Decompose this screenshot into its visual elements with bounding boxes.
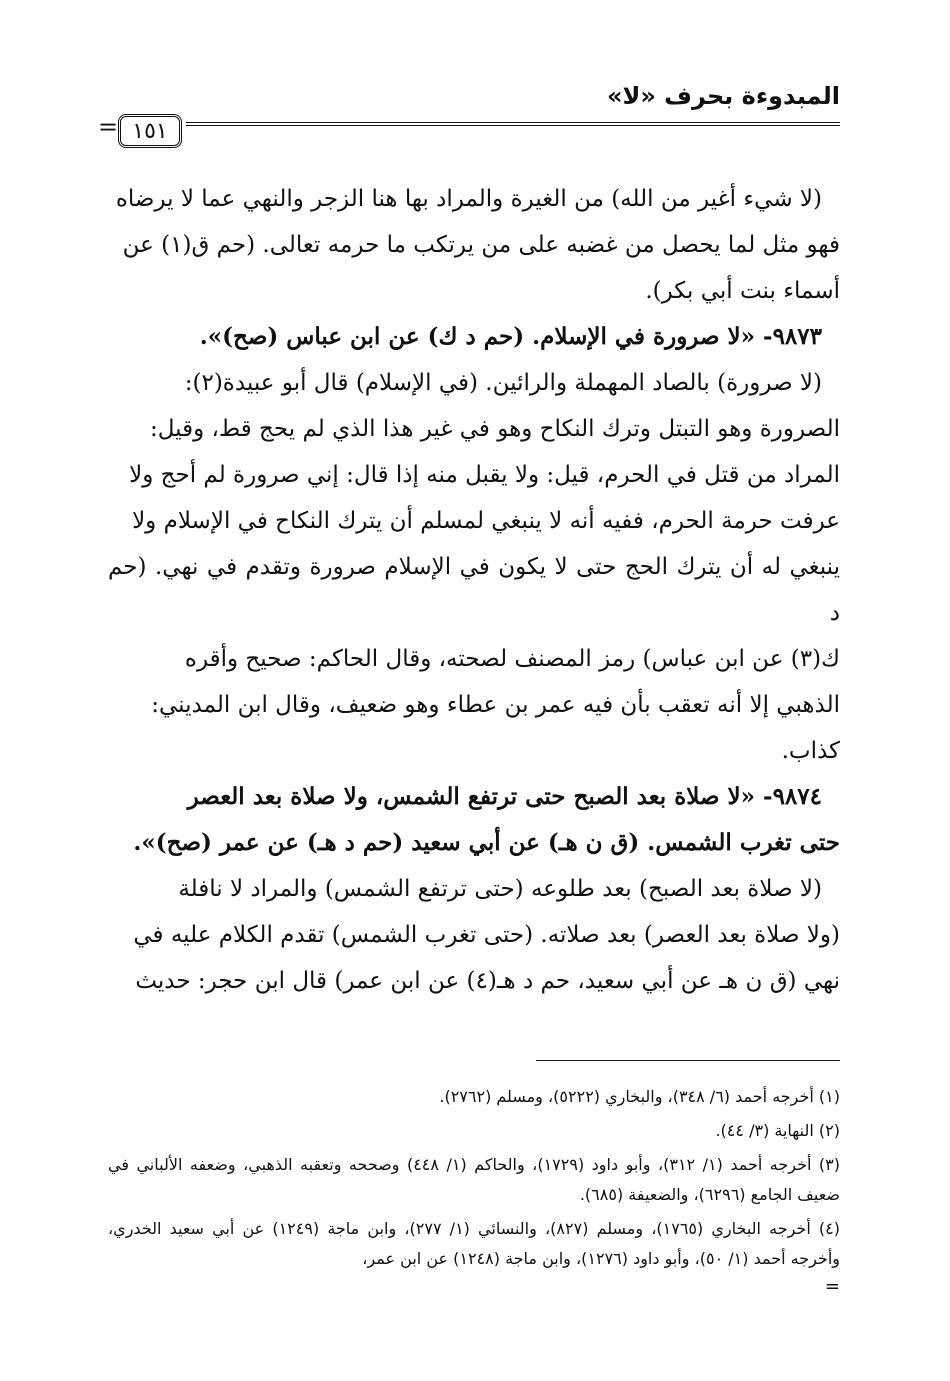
text-line: الصرورة وهو التبتل وترك النكاح وهو في غير هذا الذي لم يحج قط، وقيل: (149, 416, 840, 442)
text-line: ك(٣) عن ابن عباس) رمز المصنف لصحته، وقال الحاكم: صحيح وأقره (184, 646, 840, 672)
text-line: نهي (ق ن هـ عن أبي سعيد، حم د هـ(٤) عن ابن عمر) قال ابن حجر: حديث (135, 968, 840, 994)
footnote-3-line-1: (٣) أخرجه أحمد (١/ ٣١٢)، وأبو داود (١٧٢٩)، والحاكم (١/ ٤٤٨) وصححه وتعقبه الذهبي، (243, 1155, 840, 1174)
text-line: (لا صلاة بعد الصبح) بعد طلوعه (حتى ترتفع الشمس) والمراد لا نافلة (178, 876, 822, 902)
header-double-rule (186, 122, 840, 126)
text-line: (لا صرورة) بالصاد المهملة والرائين. (في الإسلام) قال أبو عبيدة(٢): (184, 370, 822, 396)
footnotes (108, 1082, 840, 1296)
running-header-title: المبدوءة بحرف «لا» (606, 82, 840, 110)
text-line: (ولا صلاة بعد العصر) بعد صلاته. (حتى تغرب الشمس) تقدم الكلام عليه في (133, 922, 840, 948)
hadith-entry-9874-cont: حتى تغرب الشمس. (ق ن هـ) عن أبي سعيد (حم د هـ) عن عمر (صح)». (133, 829, 840, 856)
text-line: أسماء بنت أبي بكر). (645, 278, 840, 304)
page-number: ١٥١ (118, 114, 182, 148)
footnote-3-line-2: وضعفه الألباني في ضعيف الجامع (٦٢٩٦)، والضعيفة (٦٨٥). (108, 1155, 840, 1204)
header-continuation-mark: = (98, 113, 119, 141)
main-text (108, 176, 840, 1004)
text-line: عرفت حرمة الحرم، ففيه أنه لا ينبغي لمسلم أن يترك النكاح في الإسلام ولا (132, 508, 840, 534)
footnote-4 (108, 1214, 840, 1274)
text-line: فهو مثل لما يحصل من غضبه على من يرتكب ما حرمه تعالى. (حم ق(١) عن (122, 232, 840, 258)
hadith-entry-9873: ٩٨٧٣- «لا صرورة في الإسلام. (حم د ك) عن ابن عباس (صح)». (199, 323, 822, 350)
footnote-3 (108, 1150, 840, 1210)
footnote-4-line-2: سعيد الخدري، وأخرجه أحمد (١/ ٥٠)، وأبو داود (١٢٧٦)، وابن ماجة (١٢٤٨) عن ابن عمر، (108, 1219, 840, 1268)
text-line: (لا شيء أغير من الله) من الغيرة والمراد بها هنا الزجر والنهي عما لا يرضاه (115, 186, 822, 212)
text-line: ينبغي له أن يترك الحج حتى لا يكون في الإسلام صرورة وتقدم في نهي. (حم د (108, 554, 840, 626)
text-line: المراد من قتل في الحرم، قيل: ولا يقبل منه إذا قال: إني صرورة لم أحج ولا (129, 462, 840, 488)
footnote-4-line-1: (٤) أخرجه البخاري (١٧٦٥)، ومسلم (٨٢٧)، والنسائي (١/ ٢٧٧)، وابن ماجة (١٢٤٩) عن أبي (212, 1219, 840, 1238)
footnote-continuation-mark: = (824, 1276, 840, 1297)
text-line: كذاب. (781, 738, 840, 764)
text-line: الذهبي إلا أنه تعقب بأن فيه عمر بن عطاء وهو ضعيف، وقال ابن المديني: (151, 692, 840, 718)
hadith-entry-9874: ٩٨٧٤- «لا صلاة بعد الصبح حتى ترتفع الشمس، ولا صلاة بعد العصر (187, 783, 822, 810)
footnote-1: (١) أخرجه أحمد (٦/ ٣٤٨)، والبخاري (٥٢٢٢)، ومسلم (٢٧٦٢). (439, 1087, 840, 1106)
footnote-2: (٢) النهاية (٣/ ٤٤). (715, 1121, 840, 1140)
footnote-separator (536, 1060, 840, 1061)
